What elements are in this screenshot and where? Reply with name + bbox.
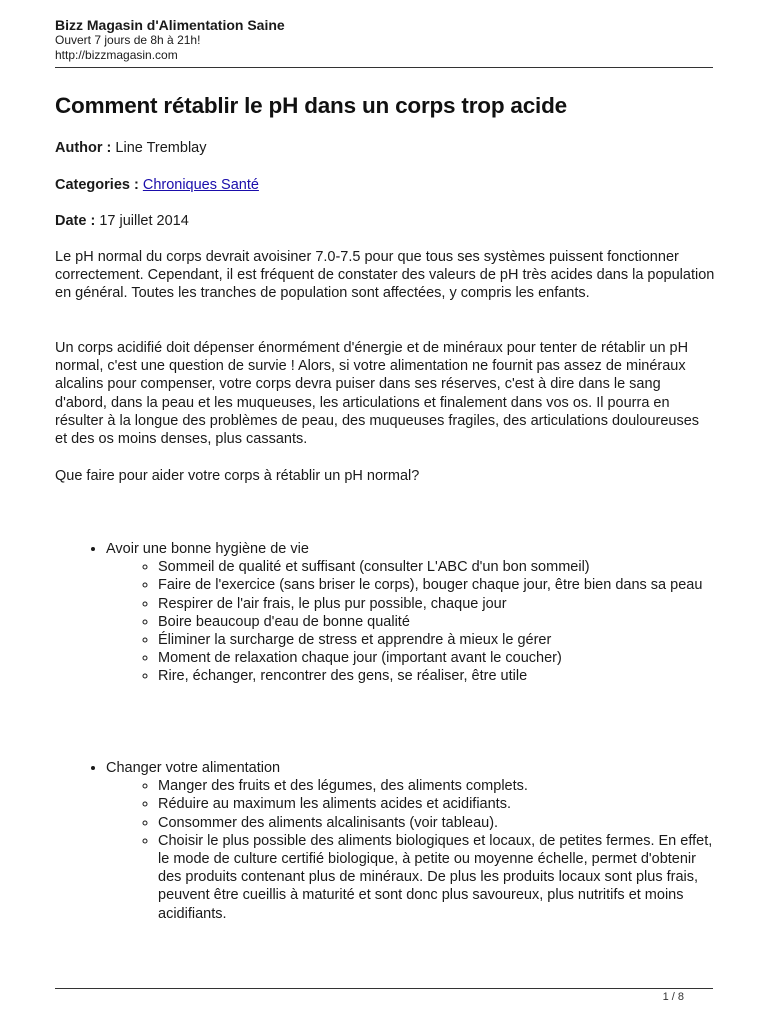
site-url: http://bizzmagasin.com [55,48,178,62]
list-heading: Changer votre alimentation [106,760,281,776]
page-header [55,17,713,63]
footer-divider [55,988,713,989]
date-label: Date : [55,213,96,229]
header-divider [55,67,713,68]
list-item: ◦ Respirer de l'air frais, le plus pur possible, chaque jour [158,595,715,613]
list-item: ◦ Faire de l'exercice (sans briser le corps), bouger chaque jour, être bien dans sa peau [158,576,715,594]
list-heading: Avoir une bonne hygiène de vie [106,541,309,557]
list-item: ◦ Éliminer la surcharge de stress et apprendre à mieux le gérer [158,631,715,649]
author-name: Line Tremblay [115,140,207,156]
list-item: ◦ Rire, échanger, rencontrer des gens, se réaliser, être utile [158,667,715,685]
date-value: 17 juillet 2014 [99,213,189,229]
diet-list [55,759,715,923]
date-line [55,212,189,230]
list-item: ◦ Moment de relaxation chaque jour (important avant le coucher) [158,649,715,667]
category-link[interactable]: Chroniques Santé [142,177,259,193]
author-label: Author : [55,140,112,156]
list-item: ◦ Choisir le plus possible des aliments biologiques et locaux, de petites fermes. En effet, le mode de culture certifié biologique, à petite ou moyenne échelle, permet d'obtenir des produits contenant plus de minéraux. De plus les produits locaux sont plus frais, peuvent être cueillis à maturité et sont donc plus savoureux, plus nutritifs et moins acidifiants. [158,832,715,923]
list-item [106,540,715,686]
opening-hours: Ouvert 7 jours de 8h à 21h! [55,33,201,47]
paragraph: Un corps acidifié doit dépenser énormément d'énergie et de minéraux pour tenter de rétablir un pH normal, c'est une question de survie ! Alors, si votre alimentation ne fournit pas assez de minéraux alcalins pour compenser, votre corps devra puiser dans ses réserves, c'est à dire dans le sang d'abord, dans la peau et les muqueuses, les articulations et finalement dans vos os. Il pourra en résulter à la longue des problèmes de peau, des muqueuses fragiles, des articulations douloureuses et des os moins denses, plus cassants. [55,340,700,448]
list-item: ◦ Sommeil de qualité et suffisant (consulter L'ABC d'un bon sommeil) [158,558,715,576]
categories-label: Categories : [55,177,139,193]
page-number: 1 / 8 [662,991,684,1003]
list-item: ◦ Réduire au maximum les aliments acides et acidifiants. [158,795,715,813]
paragraph: Que faire pour aider votre corps à rétablir un pH normal? [55,468,420,484]
hygiene-list [55,540,715,686]
author-line [55,139,206,157]
list-item: ◦ Boire beaucoup d'eau de bonne qualité [158,613,715,631]
list-item: ◦ Manger des fruits et des légumes, des aliments complets. [158,777,715,795]
article-title: Comment rétablir le pH dans un corps trop acide [55,93,567,118]
list-item: ◦ Consommer des aliments alcalinisants (voir tableau). [158,814,715,832]
list-item [106,759,715,923]
paragraph: Le pH normal du corps devrait avoisiner 7.0-7.5 pour que tous ses systèmes puissent fonctionner correctement. Cependant, il est fréquent de constater des valeurs de pH très acides dans la population en général. Toutes les tranches de population sont affectées, y compris les enfants. [55,249,715,302]
site-name: Bizz Magasin d'Alimentation Saine [55,17,285,33]
categories-line [55,176,259,194]
